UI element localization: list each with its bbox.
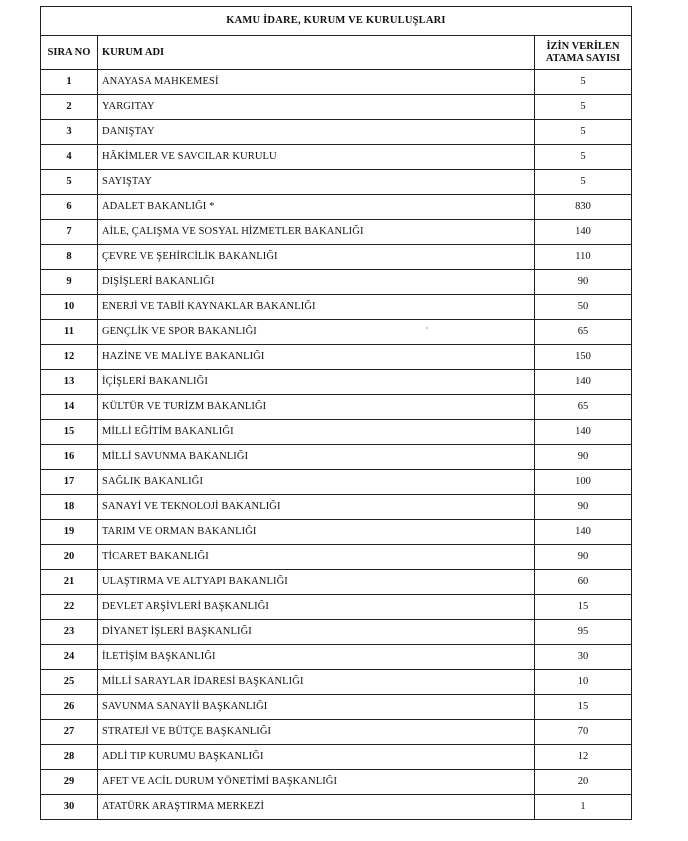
appointment-count: 90 [534,495,631,520]
table-row [41,745,632,770]
institution-name: GENÇLİK VE SPOR BAKANLIĞI [98,320,535,345]
table-row [41,145,632,170]
row-number: 8 [41,245,98,270]
row-number: 3 [41,120,98,145]
institution-name: TİCARET BAKANLIĞI [98,545,535,570]
row-number: 1 [41,70,98,95]
table-row [41,545,632,570]
header-atama-sayisi [534,36,631,70]
row-number: 6 [41,195,98,220]
row-number: 18 [41,495,98,520]
institution-name: ULAŞTIRMA VE ALTYAPI BAKANLIĞI [98,570,535,595]
institution-name: STRATEJİ VE BÜTÇE BAŞKANLIĞI [98,720,535,745]
table-row [41,620,632,645]
header-atama-sayisi-line2: ATAMA SAYISI [545,52,621,64]
institution-name: ANAYASA MAHKEMESİ [98,70,535,95]
appointment-count: 30 [534,645,631,670]
row-number: 24 [41,645,98,670]
row-number: 14 [41,395,98,420]
row-number: 16 [41,445,98,470]
row-number: 9 [41,270,98,295]
row-number: 22 [41,595,98,620]
appointment-count: 140 [534,370,631,395]
institution-name: DIŞİŞLERİ BAKANLIĞI [98,270,535,295]
table-row [41,645,632,670]
table-row [41,95,632,120]
row-number: 12 [41,345,98,370]
header-atama-sayisi-line1: İZİN VERİLEN [546,40,620,52]
row-number: 30 [41,795,98,820]
table-body [41,70,632,820]
table-row [41,370,632,395]
row-number: 21 [41,570,98,595]
institution-name: MİLLİ EĞİTİM BAKANLIĞI [98,420,535,445]
row-number: 25 [41,670,98,695]
table-row [41,320,632,345]
appointment-count: 140 [534,420,631,445]
row-number: 29 [41,770,98,795]
institution-name: DEVLET ARŞİVLERİ BAŞKANLIĞI [98,595,535,620]
table-title-row [41,7,632,36]
table-row [41,720,632,745]
scan-speck [426,327,428,329]
appointment-count: 12 [534,745,631,770]
row-number: 27 [41,720,98,745]
appointment-count: 15 [534,595,631,620]
appointment-count: 110 [534,245,631,270]
table-row [41,795,632,820]
institution-name: ADLİ TIP KURUMU BAŞKANLIĞI [98,745,535,770]
row-number: 5 [41,170,98,195]
appointment-count: 60 [534,570,631,595]
institution-name: SAVUNMA SANAYİİ BAŞKANLIĞI [98,695,535,720]
institutions-table [40,6,632,820]
institution-name: ATATÜRK ARAŞTIRMA MERKEZİ [98,795,535,820]
table-row [41,295,632,320]
institution-name: İLETİŞİM BAŞKANLIĞI [98,645,535,670]
institution-name: AİLE, ÇALIŞMA VE SOSYAL HİZMETLER BAKANLIĞI [98,220,535,245]
row-number: 15 [41,420,98,445]
table-row [41,770,632,795]
institution-name: İÇİŞLERİ BAKANLIĞI [98,370,535,395]
table-header-row [41,36,632,70]
appointment-count: 65 [534,320,631,345]
appointment-count: 150 [534,345,631,370]
table-row [41,195,632,220]
institution-name: MİLLİ SAVUNMA BAKANLIĞI [98,445,535,470]
table-row [41,245,632,270]
appointment-count: 5 [534,95,631,120]
institution-name: MİLLİ SARAYLAR İDARESİ BAŞKANLIĞI [98,670,535,695]
institution-name: HÂKİMLER VE SAVCILAR KURULU [98,145,535,170]
appointment-count: 5 [534,170,631,195]
institution-name: HAZİNE VE MALİYE BAKANLIĞI [98,345,535,370]
table-row [41,570,632,595]
appointment-count: 10 [534,670,631,695]
row-number: 7 [41,220,98,245]
appointment-count: 830 [534,195,631,220]
institution-name: SANAYİ VE TEKNOLOJİ BAKANLIĞI [98,495,535,520]
institution-name: DİYANET İŞLERİ BAŞKANLIĞI [98,620,535,645]
appointment-count: 140 [534,520,631,545]
institution-name: AFET VE ACİL DURUM YÖNETİMİ BAŞKANLIĞI [98,770,535,795]
table-row [41,170,632,195]
table-title: KAMU İDARE, KURUM VE KURULUŞLARI [41,7,632,36]
header-kurum-adi: KURUM ADI [98,36,535,70]
institution-name: ÇEVRE VE ŞEHİRCİLİK BAKANLIĞI [98,245,535,270]
table-row [41,420,632,445]
appointment-count: 95 [534,620,631,645]
appointment-count: 90 [534,445,631,470]
appointment-count: 50 [534,295,631,320]
table-row [41,445,632,470]
table-row [41,395,632,420]
row-number: 20 [41,545,98,570]
table-row [41,270,632,295]
row-number: 28 [41,745,98,770]
appointment-count: 5 [534,70,631,95]
table-row [41,495,632,520]
appointment-count: 90 [534,545,631,570]
table-row [41,120,632,145]
appointment-count: 65 [534,395,631,420]
table-row [41,220,632,245]
table-row [41,70,632,95]
row-number: 26 [41,695,98,720]
institution-name: ADALET BAKANLIĞI * [98,195,535,220]
appointment-count: 90 [534,270,631,295]
row-number: 13 [41,370,98,395]
institution-name: YARGITAY [98,95,535,120]
row-number: 19 [41,520,98,545]
appointment-count: 70 [534,720,631,745]
appointment-count: 140 [534,220,631,245]
row-number: 23 [41,620,98,645]
institution-name: SAYIŞTAY [98,170,535,195]
table-row [41,595,632,620]
row-number: 17 [41,470,98,495]
table-row [41,670,632,695]
appointment-count: 1 [534,795,631,820]
table-row [41,520,632,545]
table-row [41,345,632,370]
appointment-count: 15 [534,695,631,720]
institution-name: SAĞLIK BAKANLIĞI [98,470,535,495]
table-row [41,470,632,495]
appointment-count: 5 [534,120,631,145]
institution-name: TARIM VE ORMAN BAKANLIĞI [98,520,535,545]
institution-name: DANIŞTAY [98,120,535,145]
institution-name: ENERJİ VE TABİİ KAYNAKLAR BAKANLIĞI [98,295,535,320]
row-number: 4 [41,145,98,170]
table-row [41,695,632,720]
row-number: 2 [41,95,98,120]
institution-name: KÜLTÜR VE TURİZM BAKANLIĞI [98,395,535,420]
appointment-count: 5 [534,145,631,170]
appointment-count: 100 [534,470,631,495]
row-number: 10 [41,295,98,320]
appointment-count: 20 [534,770,631,795]
row-number: 11 [41,320,98,345]
header-sira-no: SIRA NO [41,36,98,70]
